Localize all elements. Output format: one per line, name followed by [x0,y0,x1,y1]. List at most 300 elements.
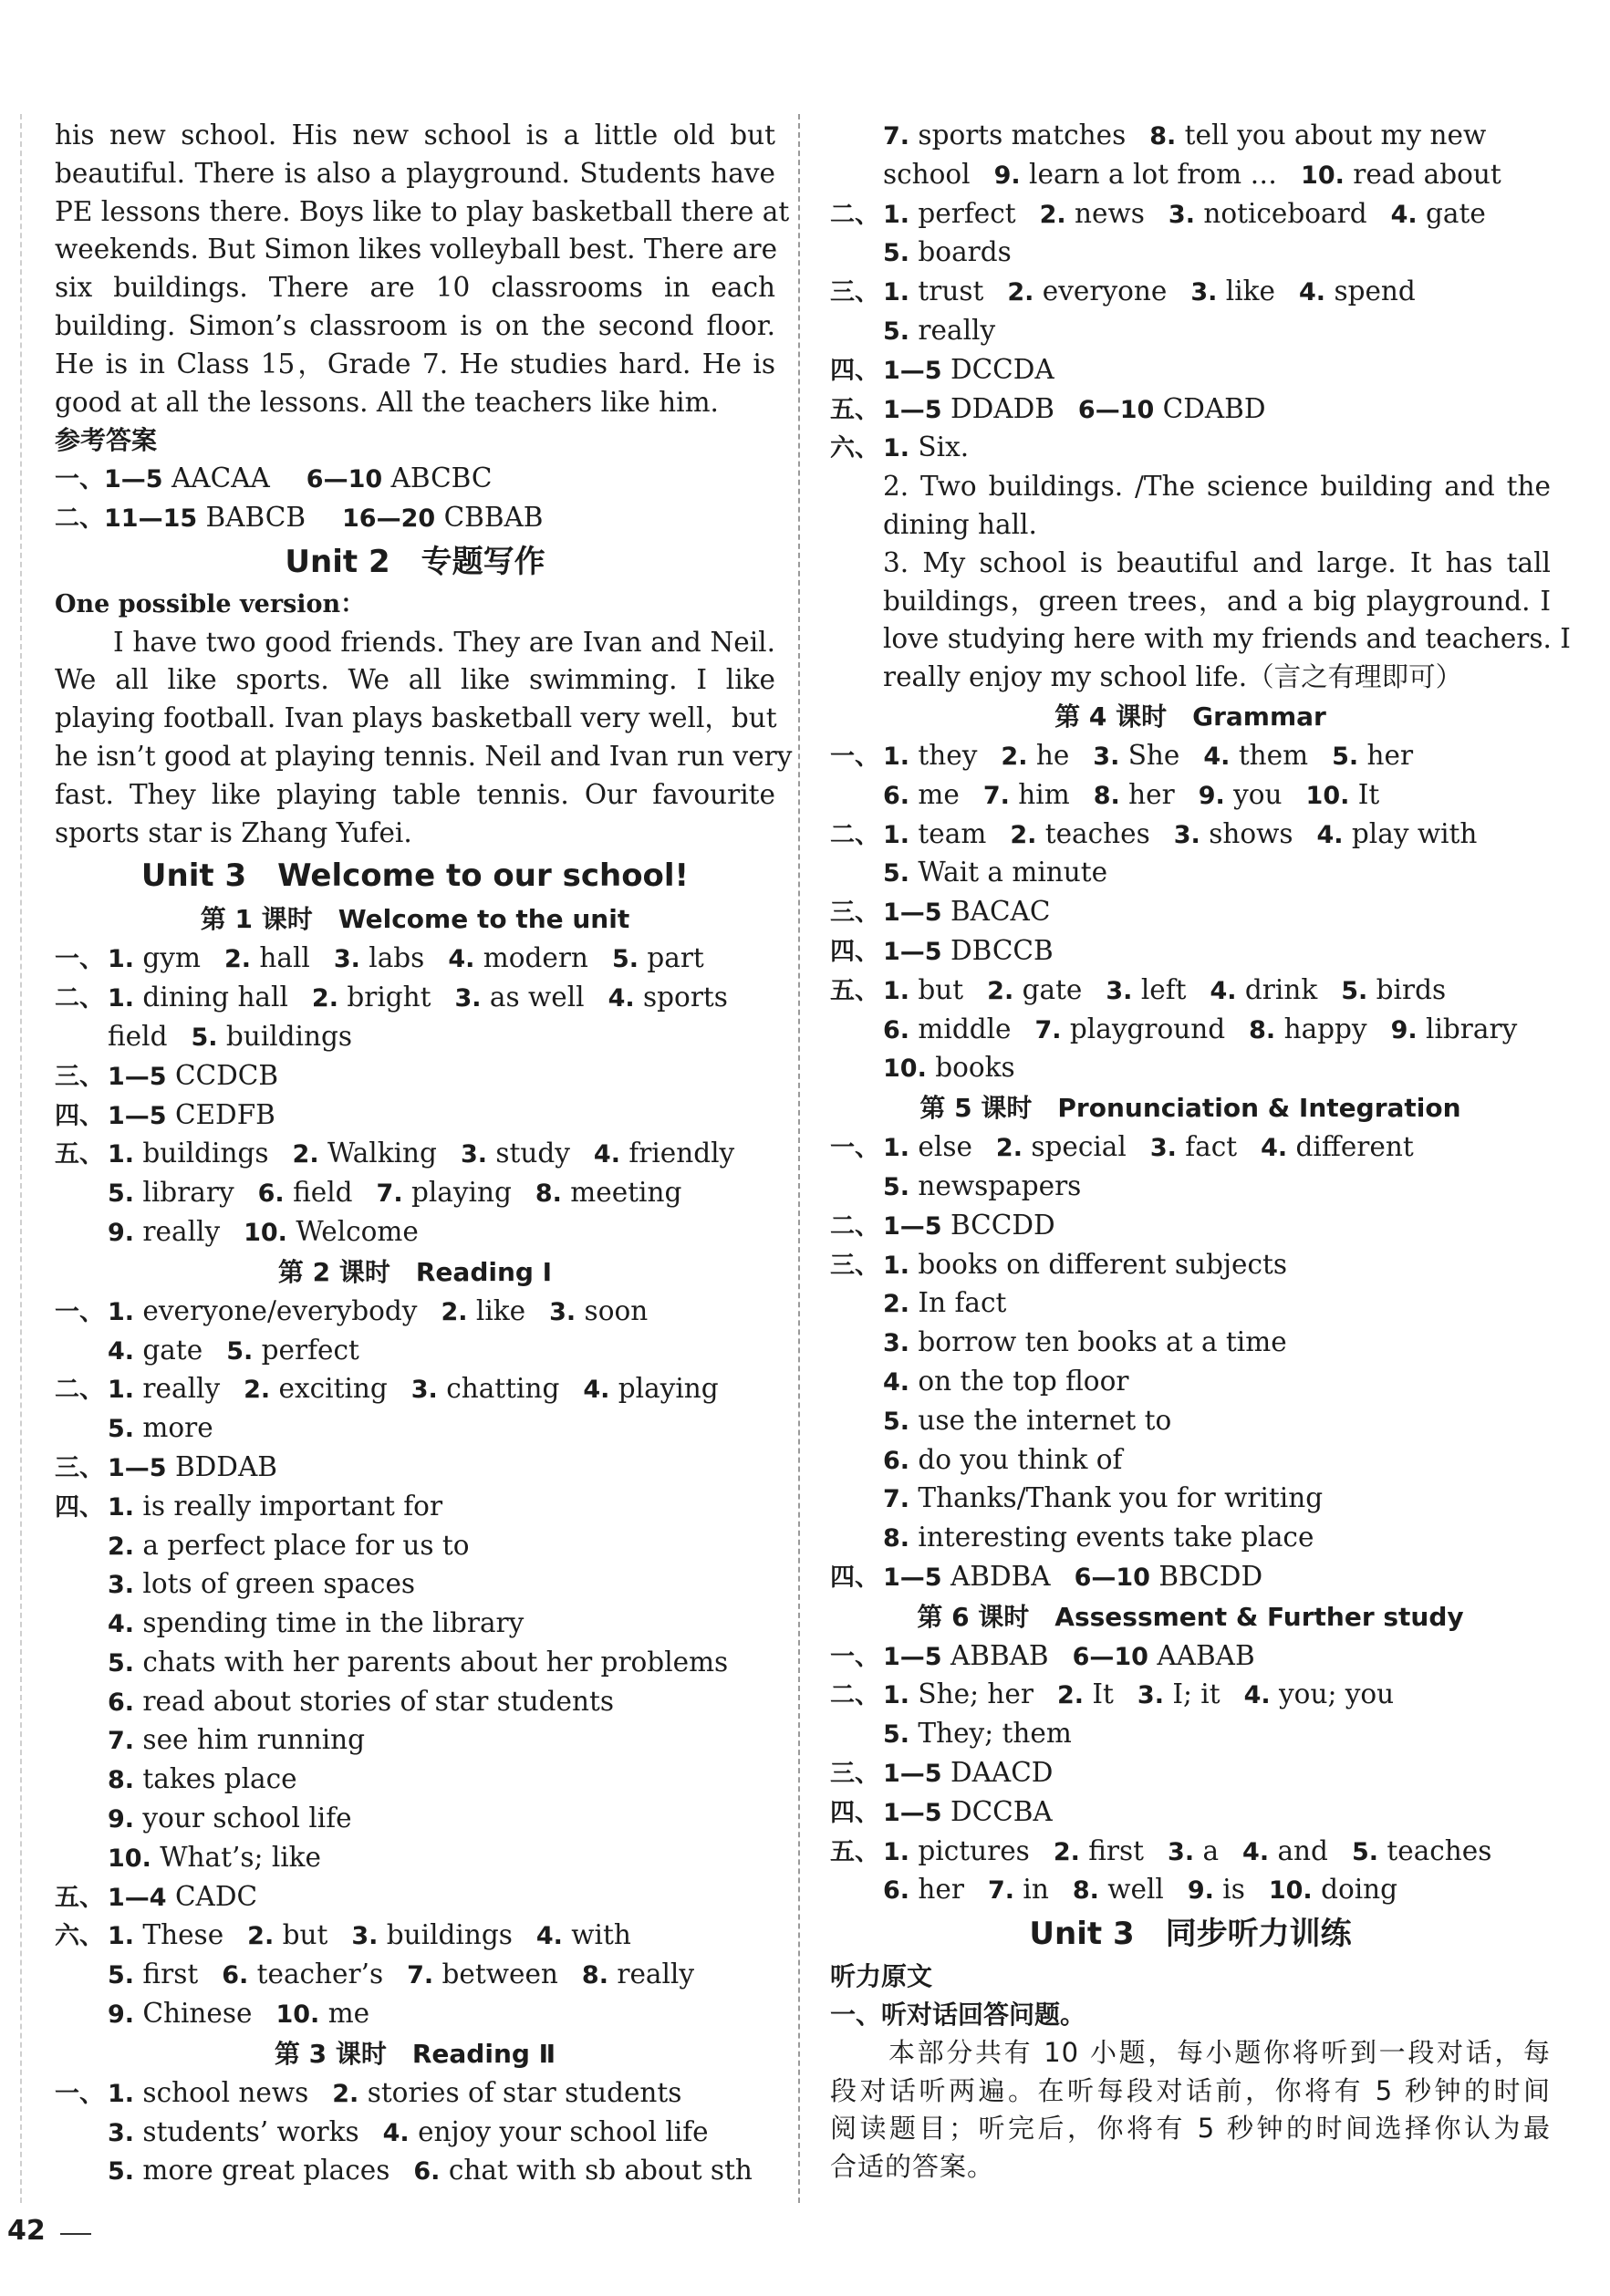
answer-item [1210,971,1317,1011]
answer-item [883,1246,1287,1285]
item-number: 16—20 [342,504,444,533]
answer-row [830,1558,1551,1597]
reference-answers-heading: 参考答案 [55,425,158,456]
item-text: boards [909,236,1012,268]
answer-row [55,1527,775,1566]
item-text: playing [402,1177,512,1209]
item-text: borrow ten books at a time [909,1326,1287,1358]
answer-item [883,1676,1034,1715]
item-number: 6. [883,1015,910,1044]
item-text: first [1079,1834,1145,1866]
question-mark: 一、 [830,1134,879,1163]
text-line: I have two good friends. They are Ivan and Neil. [113,626,775,658]
answer-row [830,1168,1551,1207]
answer-row [830,1011,1551,1050]
item-number: 9. [108,1218,135,1247]
item-text: spend [1325,275,1416,307]
item-text: interesting events take place [909,1522,1314,1553]
answer-row [55,1332,775,1371]
text-line: 段对话听两遍。在听每段对话前，你将有 5 秒钟的时间 [830,2074,1551,2106]
item-text: part [638,942,704,974]
answer-row [830,1637,1551,1677]
answer-item [1040,195,1145,234]
answer-item [996,1128,1127,1168]
item-text: trust [909,275,984,307]
answer-row [830,816,1551,855]
answer-row [55,1096,775,1136]
question-mark: 二、 [830,1681,879,1710]
item-number: 2. [292,1140,319,1169]
item-text: you; you [1270,1678,1395,1710]
answer-row [55,1721,775,1761]
question-mark: 四、 [830,356,879,385]
item-text: her [1358,739,1414,771]
answer-item [1168,1833,1219,1872]
answer-item [594,1135,734,1174]
item-number: 5. [226,1336,254,1366]
question-mark: 三、 [830,278,879,307]
item-number: 7. [407,1961,434,1990]
answer-item [883,390,1054,430]
item-text: teacher’s [248,1958,384,1990]
answer-item [293,1135,437,1174]
item-text: he [1027,739,1070,771]
answer-row [830,273,1551,312]
item-number: 1—5 [883,1563,942,1592]
item-number: 5. [883,1172,910,1201]
item-number: 5. [883,239,910,268]
item-number: 5. [191,1023,218,1052]
answer-item [108,2074,308,2114]
item-number: 1. [108,1297,135,1326]
item-text: happy [1275,1013,1367,1044]
item-number: 8. [535,1179,562,1209]
lesson1-answers [55,940,775,1252]
item-text: CBBAB [443,501,544,533]
question-six-answer-3 [830,545,1571,697]
answer-row [830,156,1551,195]
answer-item [108,1213,220,1252]
item-number: 4. [1243,1681,1271,1710]
item-text: library [134,1177,234,1209]
question-mark: 二、 [830,820,879,849]
answer-row [55,1761,775,1800]
item-text: her [1119,778,1175,810]
answer-item [244,1370,388,1409]
text-line: six buildings. There are 10 classrooms in each [55,272,775,304]
item-text: read about stories of star students [134,1685,615,1717]
answer-item [1188,1871,1245,1910]
lesson6-title: 第 6 课时 Assessment & Further study [917,1601,1464,1632]
item-text: gate [134,1334,203,1366]
item-number: 6. [883,1446,910,1475]
lesson4-title: 第 4 课时 Grammar [1054,701,1326,732]
answer-row [55,460,775,499]
item-number: 5. [883,1720,910,1750]
answer-row [830,893,1551,932]
answer-row [55,499,775,538]
item-number: 1. [108,1376,135,1405]
answer-item [108,979,288,1018]
answer-item [883,1637,1049,1677]
item-text: CEDFB [166,1098,275,1130]
answer-item [883,1833,1030,1872]
item-number: 6—10 [306,465,391,494]
item-number: 7. [987,1876,1015,1906]
item-number: 1—5 [883,395,942,424]
item-text: on the top floor [909,1365,1129,1397]
question-mark: 二、 [55,504,104,533]
item-text: different [1287,1131,1414,1163]
item-text: first [134,1958,199,1990]
answer-row [55,1449,775,1488]
item-text: gate [1417,197,1486,229]
answer-row [830,932,1551,971]
item-number: 9. [1187,1876,1214,1906]
answer-row [830,971,1551,1011]
item-text: DBCCB [941,934,1054,966]
item-number: 6. [883,781,910,810]
item-number: 6—10 [1077,395,1155,424]
item-text: AABAB [1148,1639,1255,1671]
answer-row [55,2152,775,2191]
item-number: 2. [1001,742,1028,771]
item-text: enjoy your school life [409,2115,709,2147]
answer-item [1316,816,1477,855]
answer-row [830,1246,1551,1285]
item-number: 1—5 [883,1760,942,1789]
item-number: 4. [1242,1837,1270,1866]
item-text: use the internet to [909,1404,1172,1436]
item-number: 3. [549,1297,576,1326]
answer-row [830,1793,1551,1833]
item-number: 5. [108,2157,135,2187]
answer-item [441,1293,525,1332]
answer-item [883,351,1054,390]
answer-item [455,979,585,1018]
item-text: buildings [378,1919,513,1951]
answer-row [830,117,1551,156]
answer-item [247,1917,327,1956]
answer-item [244,1213,419,1252]
item-text: but [909,973,964,1005]
text-line: beautiful. There is also a playground. Students have [55,157,775,189]
question-mark: 四、 [830,1563,879,1592]
answer-item [222,1956,383,1995]
item-text: gym [134,942,201,974]
item-number: 1. [883,976,910,1005]
item-number: 8. [108,1766,135,1795]
item-text: CDABD [1154,392,1266,424]
answer-item [108,1135,269,1174]
item-number: 2. [1007,278,1034,307]
item-text: In fact [909,1287,1007,1319]
item-text: left [1132,973,1187,1005]
item-number: 11—15 [104,504,206,533]
answer-item [411,1370,560,1409]
text-line: weekends. But Simon likes volleyball best. There are [55,234,778,265]
item-text: school news [134,2076,309,2108]
answer-item [883,1128,972,1168]
item-number: 2. [1053,1837,1080,1866]
answer-item [332,2074,681,2114]
text-line: really enjoy my school life.（言之有理即可） [883,661,1463,693]
item-number: 1. [883,434,910,463]
item-number: 4. [1299,278,1326,307]
answer-row [830,1207,1551,1246]
item-number: 1. [108,984,135,1013]
item-text: study [486,1138,570,1169]
unit3-title: Unit 3 Welcome to our school! [140,857,690,895]
item-text: takes place [134,1763,297,1795]
question-mark: 六、 [830,434,879,463]
item-text: learn a lot from … [1020,158,1278,190]
item-number: 10. [1305,781,1350,810]
item-number: 2. [441,1297,468,1326]
answer-row [55,1057,775,1096]
item-text: dining hall [134,982,288,1013]
item-text: but [274,1919,328,1951]
item-number: 4. [535,1922,563,1951]
answer-item [549,1293,648,1332]
answer-item [1035,1011,1226,1050]
answer-item [108,1409,213,1449]
answer-item [108,1917,223,1956]
answer-row [55,1135,775,1174]
lesson3-answers-part1 [55,2074,775,2191]
item-text: newspapers [909,1169,1082,1201]
item-text: spending time in the library [134,1607,525,1639]
left-margin-guide [20,114,22,2203]
item-number: 1. [108,1922,135,1951]
answer-item [226,1332,359,1371]
answer-row [55,1644,775,1683]
item-text: teaches [1036,817,1150,849]
answer-item [1073,1637,1255,1677]
answer-item [883,312,995,351]
item-text: them [1230,739,1309,771]
lesson3-answers-part2 [830,117,1551,468]
answer-item [883,932,1054,971]
answer-row [830,1441,1551,1480]
item-number: 1—5 [108,1062,167,1091]
reference-answers [55,460,775,538]
answer-item [1299,273,1416,312]
item-number: 1. [883,1251,910,1280]
item-number: 6. [108,1688,135,1717]
item-number: 10. [1301,161,1345,190]
question-mark: 四、 [830,1798,879,1827]
question-mark: 一、 [55,465,104,494]
answer-item [883,816,986,855]
item-number: 9. [108,1805,135,1834]
answer-item [883,1480,1323,1519]
answer-row [830,195,1551,234]
answer-item [612,940,704,979]
item-text: chatting [437,1373,560,1405]
item-text: in [1014,1874,1049,1906]
answer-row [55,1800,775,1839]
answer-item [883,117,1126,156]
item-number: 10. [883,1054,927,1084]
item-text: tell you about my new [1176,119,1487,151]
item-text: chat with sb about sth [440,2155,753,2187]
question-mark: 四、 [55,1492,104,1522]
item-number: 1—5 [108,1453,167,1482]
item-number: 1. [108,1492,135,1522]
text-line: fast. They like playing table tennis. Our favourite [55,778,775,810]
item-text: is really important for [134,1490,443,1522]
answer-item [1150,1128,1237,1168]
listening-part1-heading: 一、听对话回答问题。 [830,2000,1086,2031]
item-text: It [1349,778,1380,810]
item-number: 7. [982,781,1010,810]
answer-item [883,429,969,468]
answer-item [351,1917,513,1956]
answer-item [883,893,1050,932]
question-mark: 一、 [830,1642,879,1671]
item-text: doing [1312,1874,1398,1906]
text-line: PE lessons there. Boys like to play basketball there at [55,195,790,227]
item-number: 3. [351,1922,379,1951]
answer-item [108,1683,614,1722]
answer-item [883,971,963,1011]
answer-row [830,234,1551,273]
item-number: 10. [108,1844,151,1873]
item-number: 2. [883,1290,910,1319]
answer-row [55,1488,775,1527]
item-number: 5. [883,859,910,888]
answer-item [108,1605,524,1644]
answer-item [608,979,728,1018]
answer-item [275,1995,369,2034]
answer-item [108,1995,252,2034]
item-number: 4. [1390,200,1418,229]
answer-row [830,776,1551,816]
question-mark: 一、 [830,742,879,771]
item-number: 2. [247,1922,275,1951]
item-number: 4. [883,1367,910,1397]
item-text: shows [1200,817,1293,849]
item-number: 4. [382,2118,410,2147]
item-number: 1. [108,1140,135,1169]
answer-row [55,1565,775,1605]
answer-item [1190,273,1275,312]
question-mark: 二、 [55,984,104,1013]
item-number: 5. [108,1961,135,1990]
item-number: 7. [883,122,910,151]
item-number: 1—5 [883,1642,942,1671]
answer-row [830,1049,1551,1088]
item-text: They; them [909,1718,1072,1750]
answer-item [108,1721,365,1761]
answer-item [108,1839,321,1878]
item-text: modern [474,942,588,974]
answer-item [988,1871,1049,1910]
answer-item [1057,1676,1114,1715]
item-text: BABCB [205,501,306,533]
item-number: 2. [995,1134,1023,1163]
item-number: 9. [108,2000,135,2030]
answer-item [1244,1676,1395,1715]
answer-item [883,1207,1055,1246]
item-number: 1. [883,1681,910,1710]
item-number: 1. [883,742,910,771]
item-text: DDADB [941,392,1054,424]
item-text: Thanks/Thank you for writing [909,1482,1324,1514]
item-number: 1. [883,1837,910,1866]
answer-item [883,273,983,312]
answer-row [55,979,775,1018]
answer-row [830,1676,1551,1715]
lesson2-title: 第 2 课时 Reading Ⅰ [277,1256,553,1287]
question-mark: 四、 [830,937,879,966]
item-text: exciting [270,1373,388,1405]
item-text: they [909,739,978,771]
answer-item [883,1754,1053,1793]
column-divider [798,114,800,2203]
text-line: good at all the lessons. All the teachers like him. [55,386,719,418]
text-line: playing football. Ivan plays basketball very well，but [55,702,777,734]
item-text: ABBAB [941,1639,1049,1671]
item-text: hall [251,942,310,974]
item-text: chats with her parents about her problems [134,1646,729,1678]
item-number: 3. [1168,200,1195,229]
item-number: 7. [108,1727,135,1756]
answer-item [108,1332,203,1371]
item-text: library [1417,1013,1518,1044]
item-number: 1—5 [104,465,171,494]
answer-row [55,1174,775,1213]
lesson4-answers [830,737,1551,1088]
text-line: his new school. His new school is a little old but [55,119,775,151]
sample-essay [55,624,793,853]
text-line: sports star is Zhang Yufei. [55,816,412,848]
question-mark: 三、 [830,1251,879,1280]
answer-row [55,1917,775,1956]
answer-item [883,1168,1081,1207]
answer-item [1093,737,1179,776]
answer-item [108,1096,275,1136]
answer-item: field [108,1020,168,1052]
answer-item [108,1527,470,1566]
answer-item [883,737,977,776]
answer-row [55,1878,775,1917]
lesson1-title: 第 1 课时 Welcome to the unit [200,904,630,935]
answer-item [1001,737,1069,776]
answer-row [830,1871,1551,1910]
answer-item [994,156,1277,195]
item-text: Chinese [134,1998,253,2030]
item-text: with [562,1919,631,1951]
question-mark: 三、 [55,1062,104,1091]
item-text: BCCDD [941,1209,1055,1241]
answer-row [830,1754,1551,1793]
item-text: middle [909,1013,1012,1044]
item-number: 2. [1010,820,1037,849]
answer-item [883,1011,1012,1050]
item-number: 6. [883,1876,910,1906]
item-number: 6. [257,1179,285,1209]
answer-row [55,1370,775,1409]
item-number: 4. [608,984,635,1013]
answer-row [830,1519,1551,1558]
answer-row [55,1956,775,1995]
item-text: lots of green spaces [134,1568,416,1600]
answer-item [1075,1558,1263,1597]
question-mark: 五、 [55,1140,104,1169]
item-text: BBCDD [1149,1560,1263,1592]
